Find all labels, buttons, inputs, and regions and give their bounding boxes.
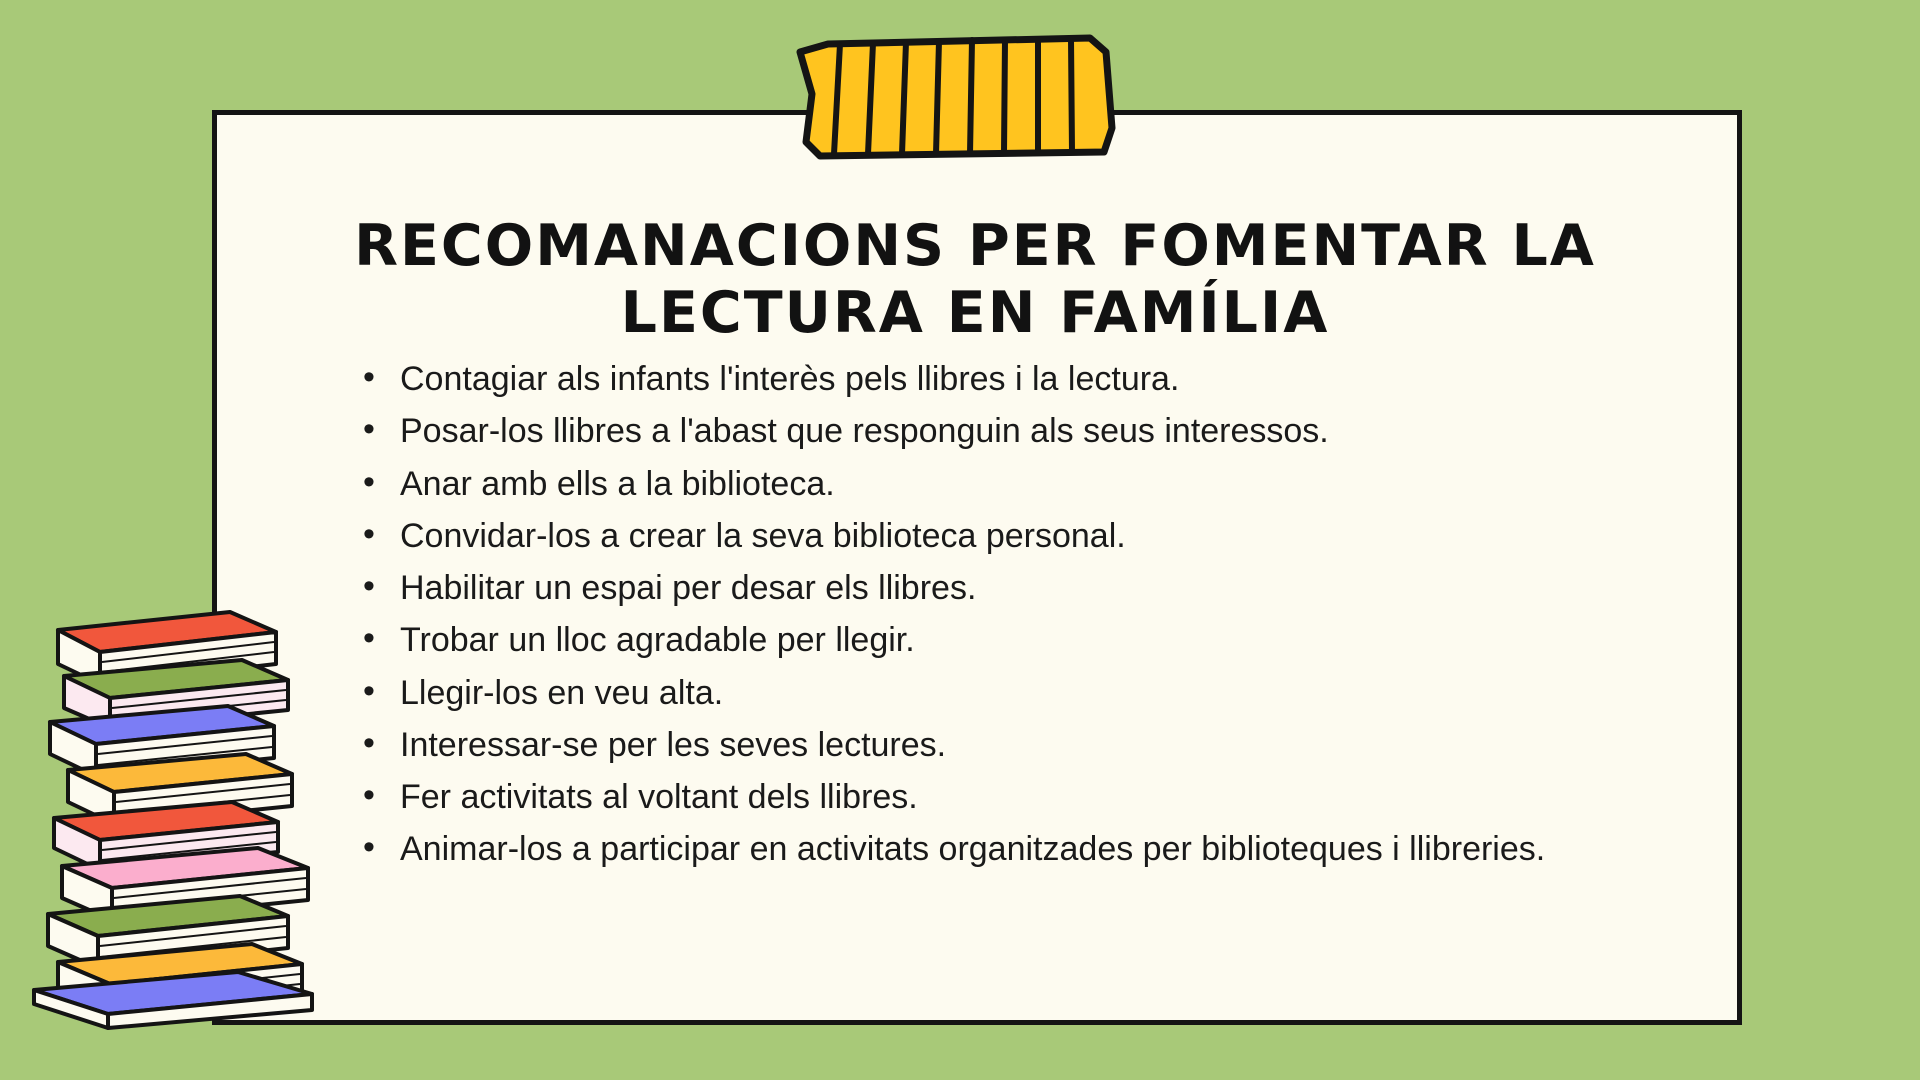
- list-item: • Convidar-los a crear la seva biblioteca personal.: [355, 512, 1675, 560]
- list-item: • Posar-los llibres a l'abast que responguin als seus interessos.: [355, 407, 1675, 455]
- list-item: • Anar amb ells a la biblioteca.: [355, 460, 1675, 508]
- stack-of-books-icon: [20, 580, 370, 1030]
- list-item: • Llegir-los en veu alta.: [355, 669, 1675, 717]
- list-item: • Habilitar un espai per desar els llibres.: [355, 564, 1675, 612]
- list-item: • Fer activitats al voltant dels llibres.: [355, 773, 1675, 821]
- recommendation-list: [355, 355, 1675, 878]
- list-item: • Trobar un lloc agradable per llegir.: [355, 616, 1675, 664]
- list-item: • Animar-los a participar en activitats organitzades per biblioteques i llibreries.: [355, 825, 1675, 873]
- list-item: • Contagiar als infants l'interès pels llibres i la lectura.: [355, 355, 1675, 403]
- page-title: RECOMANACIONS PER FOMENTAR LA LECTURA EN FAMÍLIA: [354, 213, 1596, 346]
- washi-tape-icon: [790, 32, 1130, 162]
- list-item: • Interessar-se per les seves lectures.: [355, 721, 1675, 769]
